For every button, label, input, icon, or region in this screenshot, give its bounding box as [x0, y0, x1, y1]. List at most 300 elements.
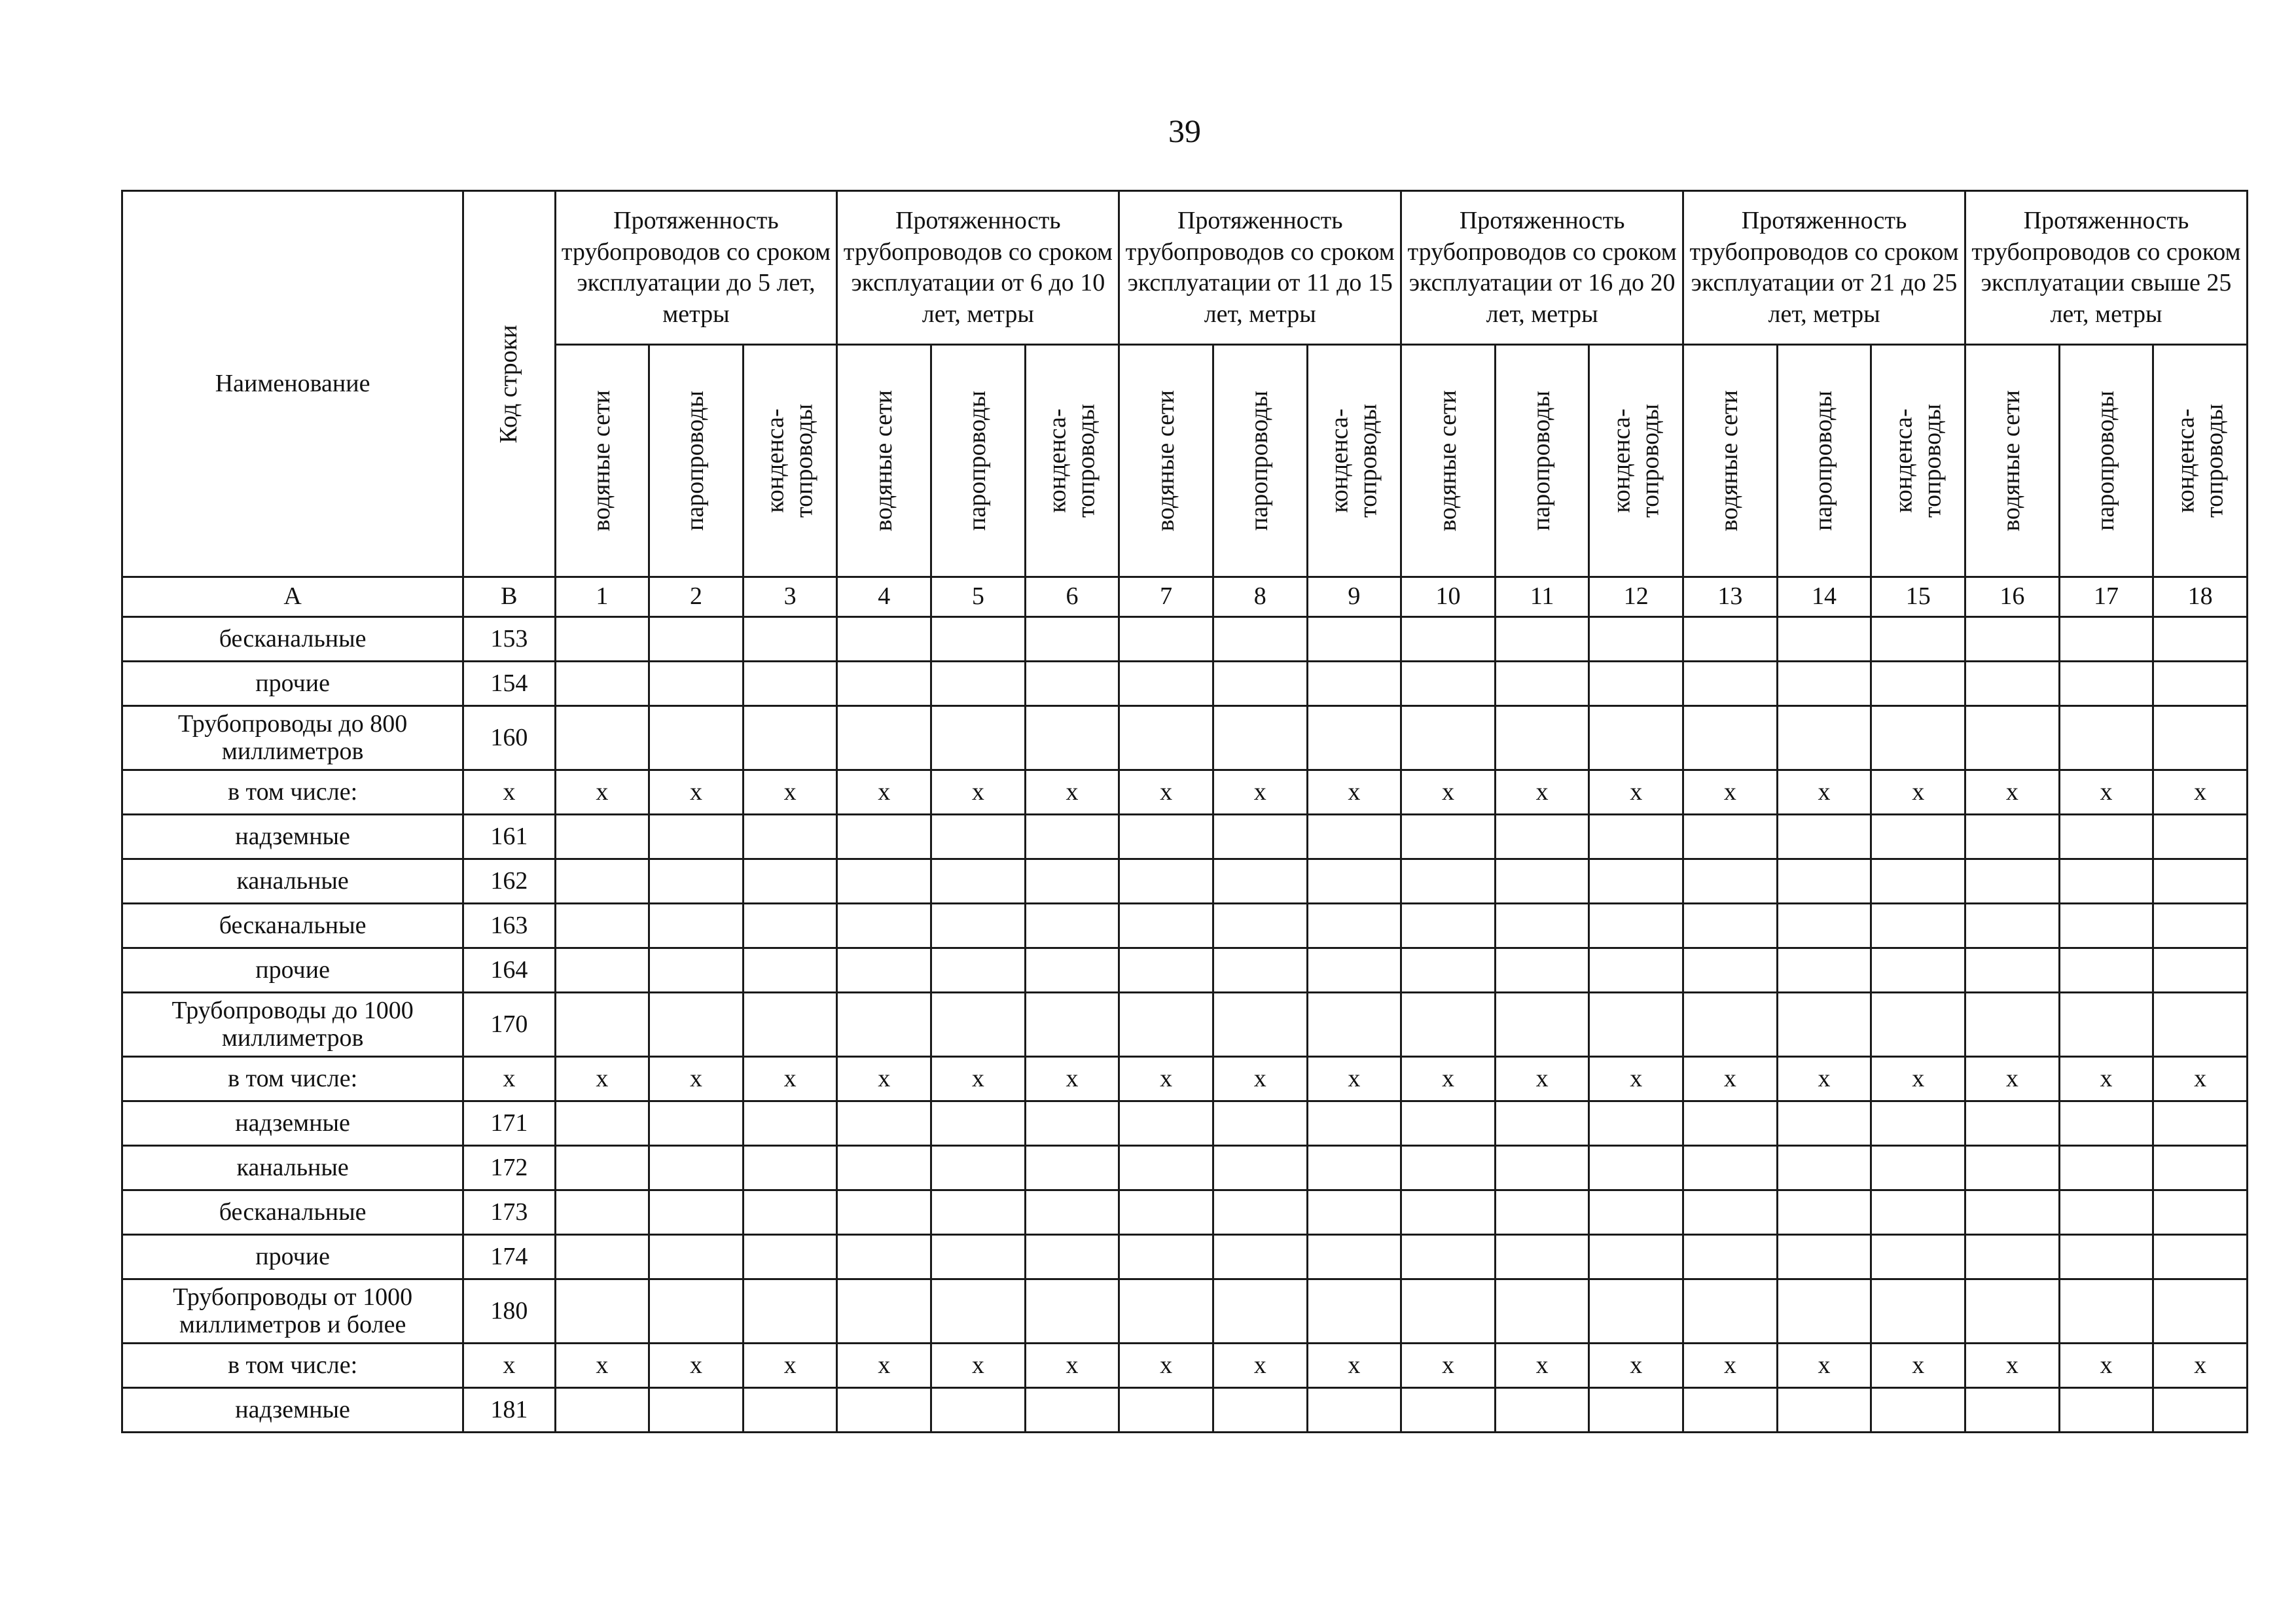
row-name-cell: Трубопроводы от 1000 миллиметров и более: [122, 1279, 463, 1344]
value-cell: [1871, 1388, 1965, 1433]
value-cell: [1213, 859, 1307, 904]
value-cell: х: [931, 770, 1026, 815]
value-cell: [1307, 1279, 1401, 1344]
value-cell: [1495, 1279, 1589, 1344]
value-cell: [1589, 948, 1683, 993]
column-index-cell: 7: [1119, 577, 1213, 617]
value-cell: [1307, 948, 1401, 993]
value-cell: [649, 815, 744, 859]
value-cell: [1213, 1388, 1307, 1433]
table-row: [122, 1146, 2248, 1190]
value-cell: [649, 1235, 744, 1279]
value-cell: [555, 859, 649, 904]
value-cell: [1307, 662, 1401, 706]
value-cell: х: [1777, 1057, 1871, 1101]
table-row: [122, 815, 2248, 859]
value-cell: [1777, 815, 1871, 859]
subheader-label: водяные сети: [1151, 390, 1179, 531]
value-cell: [743, 617, 837, 662]
row-code-cell: х: [463, 1344, 555, 1388]
value-cell: [1871, 993, 1965, 1057]
value-cell: [1777, 859, 1871, 904]
pipeline-length-table: [121, 190, 2248, 1433]
value-cell: х: [2153, 770, 2248, 815]
value-cell: [1401, 859, 1496, 904]
column-index-cell: 9: [1307, 577, 1401, 617]
value-cell: [1401, 815, 1496, 859]
column-index-cell: 14: [1777, 577, 1871, 617]
row-name-cell: надземные: [122, 1101, 463, 1146]
value-cell: [1401, 993, 1496, 1057]
value-cell: [2153, 1388, 2248, 1433]
table-row: [122, 1388, 2248, 1433]
subheader-label: водяные сети: [1715, 390, 1744, 531]
value-cell: х: [2153, 1057, 2248, 1101]
value-cell: [931, 859, 1026, 904]
table-row: [122, 770, 2248, 815]
value-cell: [1307, 1388, 1401, 1433]
subheader-label: водяные сети: [869, 390, 897, 531]
value-cell: [1025, 1101, 1119, 1146]
value-cell: [1025, 859, 1119, 904]
value-cell: [1777, 948, 1871, 993]
value-cell: х: [1871, 1057, 1965, 1101]
value-cell: х: [1307, 1057, 1401, 1101]
value-cell: [1871, 1146, 1965, 1190]
table-row: [122, 904, 2248, 948]
row-name-cell: надземные: [122, 1388, 463, 1433]
value-cell: [2059, 859, 2153, 904]
value-cell: [2153, 1279, 2248, 1344]
subheader-water-networks-3: [1119, 345, 1213, 577]
subheader-label: паропроводы: [681, 391, 709, 531]
value-cell: [1777, 617, 1871, 662]
value-cell: [743, 859, 837, 904]
value-cell: [1589, 1235, 1683, 1279]
row-name-cell: бесканальные: [122, 617, 463, 662]
value-cell: [649, 993, 744, 1057]
subheader-steam-pipelines-5: [1777, 345, 1871, 577]
value-cell: [555, 1190, 649, 1235]
subheader-water-networks-5: [1683, 345, 1778, 577]
value-cell: [1401, 904, 1496, 948]
value-cell: х: [1307, 770, 1401, 815]
value-cell: [2153, 1235, 2248, 1279]
table-row: [122, 617, 2248, 662]
value-cell: х: [1965, 1057, 2060, 1101]
value-cell: [1495, 859, 1589, 904]
value-cell: [931, 1190, 1026, 1235]
subheader-label: водяные сети: [1998, 390, 2026, 531]
value-cell: х: [1119, 1057, 1213, 1101]
value-cell: [649, 706, 744, 770]
table-row: [122, 993, 2248, 1057]
value-cell: х: [837, 770, 931, 815]
value-cell: х: [1025, 770, 1119, 815]
column-index-cell: 3: [743, 577, 837, 617]
value-cell: х: [2059, 770, 2153, 815]
value-cell: [1871, 1101, 1965, 1146]
column-index-cell: 12: [1589, 577, 1683, 617]
subheader-condensate-pipelines-4: [1589, 345, 1683, 577]
period-header-2: Протяженность трубопроводов со сроком эксплуатации от 6 до 10 лет, метры: [837, 191, 1119, 345]
value-cell: [1777, 1235, 1871, 1279]
value-cell: [649, 1279, 744, 1344]
subheader-label: конденса- топроводы: [2171, 404, 2228, 518]
value-cell: [1401, 1146, 1496, 1190]
value-cell: [1495, 904, 1589, 948]
value-cell: [1025, 1235, 1119, 1279]
subheader-condensate-pipelines-3: [1307, 345, 1401, 577]
value-cell: [1213, 617, 1307, 662]
value-cell: х: [837, 1057, 931, 1101]
table-row: [122, 1190, 2248, 1235]
value-cell: [1025, 904, 1119, 948]
value-cell: [1589, 617, 1683, 662]
period-header-5: Протяженность трубопроводов со сроком эксплуатации от 21 до 25 лет, метры: [1683, 191, 1965, 345]
value-cell: х: [1777, 1344, 1871, 1388]
column-index-cell: 15: [1871, 577, 1965, 617]
value-cell: [1589, 662, 1683, 706]
value-cell: [1495, 617, 1589, 662]
value-cell: [837, 993, 931, 1057]
value-cell: [555, 1235, 649, 1279]
subheader-label: паропроводы: [1810, 391, 1838, 531]
value-cell: [1401, 1388, 1496, 1433]
value-cell: [1683, 815, 1778, 859]
value-cell: [1119, 948, 1213, 993]
value-cell: х: [1495, 1057, 1589, 1101]
value-cell: [1119, 1101, 1213, 1146]
value-cell: [1683, 1146, 1778, 1190]
value-cell: [1025, 706, 1119, 770]
subheader-label: водяные сети: [587, 390, 615, 531]
value-cell: [649, 859, 744, 904]
value-cell: [2153, 904, 2248, 948]
value-cell: х: [1401, 770, 1496, 815]
value-cell: [931, 1146, 1026, 1190]
value-cell: х: [1871, 770, 1965, 815]
value-cell: [649, 617, 744, 662]
value-cell: [1683, 706, 1778, 770]
value-cell: [2059, 1279, 2153, 1344]
table-row: [122, 706, 2248, 770]
value-cell: [2059, 948, 2153, 993]
value-cell: [931, 948, 1026, 993]
column-index-cell: 8: [1213, 577, 1307, 617]
value-cell: [1871, 815, 1965, 859]
subheader-label: конденса- топроводы: [761, 404, 818, 518]
value-cell: [2153, 662, 2248, 706]
subheader-label: водяные сети: [1433, 390, 1462, 531]
value-cell: [1307, 1101, 1401, 1146]
value-cell: [1871, 1279, 1965, 1344]
value-cell: [649, 948, 744, 993]
row-code-cell: 160: [463, 706, 555, 770]
value-cell: [1213, 948, 1307, 993]
value-cell: [2059, 1146, 2153, 1190]
value-cell: [837, 1235, 931, 1279]
value-cell: [931, 1101, 1026, 1146]
value-cell: [649, 1190, 744, 1235]
value-cell: [1589, 1101, 1683, 1146]
value-cell: [649, 662, 744, 706]
value-cell: [1307, 859, 1401, 904]
value-cell: [743, 1279, 837, 1344]
value-cell: х: [1119, 1344, 1213, 1388]
value-cell: х: [1025, 1057, 1119, 1101]
value-cell: [1025, 993, 1119, 1057]
value-cell: [2153, 1101, 2248, 1146]
value-cell: [1495, 1146, 1589, 1190]
row-name-cell: Трубопроводы до 1000 миллиметров: [122, 993, 463, 1057]
value-cell: [1683, 1388, 1778, 1433]
value-cell: [1119, 859, 1213, 904]
value-cell: [2153, 1190, 2248, 1235]
value-cell: х: [1683, 770, 1778, 815]
period-header-1: Протяженность трубопроводов со сроком эксплуатации до 5 лет, метры: [555, 191, 837, 345]
subheader-label: паропроводы: [1246, 391, 1274, 531]
value-cell: [1683, 1235, 1778, 1279]
value-cell: [1213, 1190, 1307, 1235]
value-cell: [555, 706, 649, 770]
value-cell: [1965, 662, 2060, 706]
value-cell: [555, 815, 649, 859]
value-cell: [743, 662, 837, 706]
value-cell: [1871, 1190, 1965, 1235]
value-cell: [1119, 815, 1213, 859]
subheader-condensate-pipelines-6: [2153, 345, 2248, 577]
value-cell: х: [743, 1057, 837, 1101]
subheader-water-networks-4: [1401, 345, 1496, 577]
value-cell: [743, 993, 837, 1057]
column-index-cell: 17: [2059, 577, 2153, 617]
value-cell: [931, 1388, 1026, 1433]
value-cell: [1401, 662, 1496, 706]
subheader-label: паропроводы: [963, 391, 992, 531]
value-cell: [1965, 948, 2060, 993]
value-cell: [931, 662, 1026, 706]
value-cell: [743, 1101, 837, 1146]
value-cell: [1965, 859, 2060, 904]
value-cell: [2059, 993, 2153, 1057]
row-code-cell: 171: [463, 1101, 555, 1146]
row-name-cell: в том числе:: [122, 1057, 463, 1101]
value-cell: [555, 662, 649, 706]
value-cell: х: [1025, 1344, 1119, 1388]
column-index-row: [122, 577, 2248, 617]
value-cell: [1871, 1235, 1965, 1279]
value-cell: [1965, 1235, 2060, 1279]
subheader-label: паропроводы: [1528, 391, 1556, 531]
value-cell: [1777, 1190, 1871, 1235]
row-name-cell: бесканальные: [122, 1190, 463, 1235]
column-index-cell: А: [122, 577, 463, 617]
column-index-cell: 1: [555, 577, 649, 617]
value-cell: [931, 904, 1026, 948]
row-code-cell: 172: [463, 1146, 555, 1190]
value-cell: [1777, 706, 1871, 770]
value-cell: х: [1965, 770, 2060, 815]
value-cell: [1495, 993, 1589, 1057]
value-cell: [555, 948, 649, 993]
value-cell: [2059, 662, 2153, 706]
value-cell: х: [1495, 1344, 1589, 1388]
value-cell: х: [2059, 1344, 2153, 1388]
row-name-cell: бесканальные: [122, 904, 463, 948]
table-row: [122, 1057, 2248, 1101]
value-cell: [931, 617, 1026, 662]
value-cell: [1589, 904, 1683, 948]
value-cell: х: [1401, 1057, 1496, 1101]
value-cell: [1965, 993, 2060, 1057]
value-cell: [1965, 1101, 2060, 1146]
value-cell: [1307, 1235, 1401, 1279]
row-code-cell: х: [463, 770, 555, 815]
value-cell: [2059, 1190, 2153, 1235]
value-cell: [2153, 859, 2248, 904]
value-cell: х: [555, 770, 649, 815]
subheader-condensate-pipelines-2: [1025, 345, 1119, 577]
table-body: [122, 577, 2248, 1433]
subheader-water-networks-1: [555, 345, 649, 577]
subheader-steam-pipelines-1: [649, 345, 744, 577]
value-cell: [1871, 859, 1965, 904]
value-cell: [837, 859, 931, 904]
value-cell: х: [555, 1344, 649, 1388]
value-cell: [555, 1279, 649, 1344]
value-cell: [1871, 706, 1965, 770]
subheader-label: конденса- топроводы: [1607, 404, 1664, 518]
value-cell: [1401, 1101, 1496, 1146]
name-header: Наименование: [122, 191, 463, 577]
column-index-cell: 2: [649, 577, 744, 617]
value-cell: [1119, 617, 1213, 662]
value-cell: [837, 617, 931, 662]
row-name-cell: прочие: [122, 662, 463, 706]
value-cell: [2059, 1101, 2153, 1146]
value-cell: [743, 1146, 837, 1190]
row-code-cell: х: [463, 1057, 555, 1101]
value-cell: [1401, 617, 1496, 662]
value-cell: [1777, 1101, 1871, 1146]
subheader-steam-pipelines-2: [931, 345, 1026, 577]
value-cell: [1401, 1235, 1496, 1279]
value-cell: [2153, 706, 2248, 770]
value-cell: [1495, 948, 1589, 993]
period-header-4: Протяженность трубопроводов со сроком эксплуатации от 16 до 20 лет, метры: [1401, 191, 1683, 345]
row-code-cell: 170: [463, 993, 555, 1057]
subheader-condensate-pipelines-1: [743, 345, 837, 577]
value-cell: [1495, 1235, 1589, 1279]
value-cell: [1495, 706, 1589, 770]
value-cell: [1589, 815, 1683, 859]
row-name-cell: Трубопроводы до 800 миллиметров: [122, 706, 463, 770]
subheader-steam-pipelines-4: [1495, 345, 1589, 577]
value-cell: х: [1683, 1057, 1778, 1101]
value-cell: [837, 1279, 931, 1344]
value-cell: х: [931, 1344, 1026, 1388]
value-cell: [837, 1101, 931, 1146]
row-name-cell: канальные: [122, 859, 463, 904]
value-cell: [1307, 1146, 1401, 1190]
value-cell: [1777, 993, 1871, 1057]
value-cell: [1307, 815, 1401, 859]
value-cell: [1683, 993, 1778, 1057]
value-cell: [1777, 1279, 1871, 1344]
row-code-cell: 154: [463, 662, 555, 706]
value-cell: [1307, 993, 1401, 1057]
value-cell: х: [1495, 770, 1589, 815]
value-cell: [1119, 1388, 1213, 1433]
value-cell: [2153, 617, 2248, 662]
table-row: [122, 662, 2248, 706]
value-cell: х: [1965, 1344, 2060, 1388]
value-cell: [1965, 815, 2060, 859]
value-cell: [1871, 948, 1965, 993]
value-cell: [1683, 1101, 1778, 1146]
value-cell: [1589, 993, 1683, 1057]
column-index-cell: 10: [1401, 577, 1496, 617]
value-cell: [931, 993, 1026, 1057]
value-cell: х: [649, 770, 744, 815]
value-cell: [1683, 948, 1778, 993]
subheader-water-networks-6: [1965, 345, 2060, 577]
subheader-condensate-pipelines-5: [1871, 345, 1965, 577]
value-cell: [1307, 617, 1401, 662]
value-cell: [1025, 815, 1119, 859]
row-name-cell: прочие: [122, 1235, 463, 1279]
value-cell: [2153, 1146, 2248, 1190]
value-cell: х: [1213, 1344, 1307, 1388]
table-row: [122, 1235, 2248, 1279]
row-name-cell: в том числе:: [122, 1344, 463, 1388]
value-cell: [2153, 815, 2248, 859]
value-cell: [1119, 1146, 1213, 1190]
value-cell: х: [649, 1344, 744, 1388]
value-cell: х: [1213, 770, 1307, 815]
value-cell: [1777, 904, 1871, 948]
value-cell: [837, 1146, 931, 1190]
row-code-cell: 161: [463, 815, 555, 859]
value-cell: [743, 1388, 837, 1433]
value-cell: [1213, 1101, 1307, 1146]
row-code-cell: 162: [463, 859, 555, 904]
value-cell: х: [2153, 1344, 2248, 1388]
value-cell: х: [555, 1057, 649, 1101]
table-row: [122, 1279, 2248, 1344]
row-code-cell: 173: [463, 1190, 555, 1235]
value-cell: х: [837, 1344, 931, 1388]
value-cell: [1213, 662, 1307, 706]
value-cell: [1307, 706, 1401, 770]
value-cell: [1589, 859, 1683, 904]
value-cell: х: [1401, 1344, 1496, 1388]
subheader-label: конденса- топроводы: [1325, 404, 1382, 518]
subheader-steam-pipelines-3: [1213, 345, 1307, 577]
table-row: [122, 1101, 2248, 1146]
value-cell: [2059, 1235, 2153, 1279]
value-cell: х: [1589, 1344, 1683, 1388]
value-cell: [1683, 662, 1778, 706]
row-code-cell: 181: [463, 1388, 555, 1433]
table-row: [122, 859, 2248, 904]
row-name-cell: в том числе:: [122, 770, 463, 815]
table-row: [122, 1344, 2248, 1388]
value-cell: [1965, 1190, 2060, 1235]
row-code-cell: 163: [463, 904, 555, 948]
subheader-water-networks-2: [837, 345, 931, 577]
